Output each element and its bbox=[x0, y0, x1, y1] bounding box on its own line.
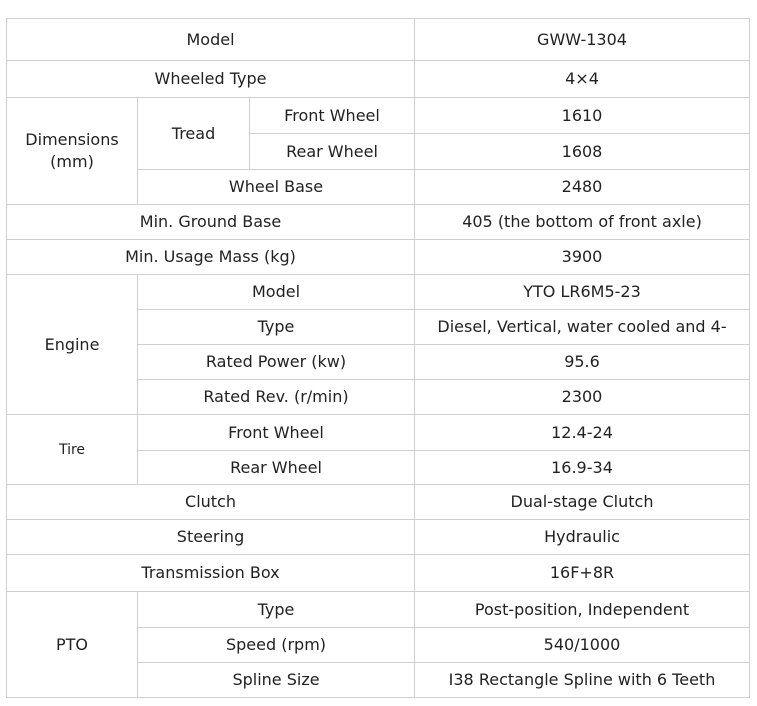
wheeled-type-label: Wheeled Type bbox=[7, 61, 415, 98]
rated-rev-label: Rated Rev. (r/min) bbox=[138, 380, 415, 415]
tire-rear-value: 16.9-34 bbox=[415, 451, 750, 485]
row-min-usage-mass bbox=[7, 240, 750, 275]
min-usage-mass-value: 3900 bbox=[415, 240, 750, 275]
model-value: GWW-1304 bbox=[415, 19, 750, 61]
rated-power-value: 95.6 bbox=[415, 345, 750, 380]
transmission-box-value: 16F+8R bbox=[415, 555, 750, 592]
rated-power-label: Rated Power (kw) bbox=[138, 345, 415, 380]
pto-label: PTO bbox=[7, 592, 138, 698]
transmission-box-label: Transmission Box bbox=[7, 555, 415, 592]
dimensions-label-line1: Dimensions bbox=[25, 130, 119, 149]
min-ground-base-label: Min. Ground Base bbox=[7, 205, 415, 240]
row-tire-front bbox=[7, 415, 750, 451]
wheel-base-label: Wheel Base bbox=[138, 170, 415, 205]
tire-label: Tire bbox=[7, 415, 138, 485]
engine-type-value: Diesel, Vertical, water cooled and 4- bbox=[415, 310, 750, 345]
pto-speed-label: Speed (rpm) bbox=[138, 628, 415, 663]
clutch-label: Clutch bbox=[7, 485, 415, 520]
spec-table bbox=[6, 18, 750, 698]
row-model bbox=[7, 19, 750, 61]
row-min-ground-base bbox=[7, 205, 750, 240]
row-tread-front bbox=[7, 98, 750, 134]
model-label: Model bbox=[7, 19, 415, 61]
steering-label: Steering bbox=[7, 520, 415, 555]
wheel-base-value: 2480 bbox=[415, 170, 750, 205]
row-steering bbox=[7, 520, 750, 555]
tire-rear-label: Rear Wheel bbox=[138, 451, 415, 485]
pto-speed-value: 540/1000 bbox=[415, 628, 750, 663]
engine-label: Engine bbox=[7, 275, 138, 415]
engine-model-value: YTO LR6M5-23 bbox=[415, 275, 750, 310]
row-engine-model bbox=[7, 275, 750, 310]
rated-rev-value: 2300 bbox=[415, 380, 750, 415]
row-clutch bbox=[7, 485, 750, 520]
dimensions-label-line2: (mm) bbox=[50, 152, 94, 171]
tread-front-label: Front Wheel bbox=[250, 98, 415, 134]
engine-model-label: Model bbox=[138, 275, 415, 310]
tread-front-value: 1610 bbox=[415, 98, 750, 134]
row-pto-type bbox=[7, 592, 750, 628]
pto-type-label: Type bbox=[138, 592, 415, 628]
row-transmission-box bbox=[7, 555, 750, 592]
row-wheeled-type bbox=[7, 61, 750, 98]
clutch-value: Dual-stage Clutch bbox=[415, 485, 750, 520]
tire-front-value: 12.4-24 bbox=[415, 415, 750, 451]
tread-rear-value: 1608 bbox=[415, 134, 750, 170]
tire-front-label: Front Wheel bbox=[138, 415, 415, 451]
steering-value: Hydraulic bbox=[415, 520, 750, 555]
tread-rear-label: Rear Wheel bbox=[250, 134, 415, 170]
min-ground-base-value: 405 (the bottom of front axle) bbox=[415, 205, 750, 240]
wheeled-type-value: 4×4 bbox=[415, 61, 750, 98]
dimensions-label bbox=[7, 98, 138, 205]
pto-spline-size-label: Spline Size bbox=[138, 663, 415, 698]
engine-type-label: Type bbox=[138, 310, 415, 345]
tread-label: Tread bbox=[138, 98, 250, 170]
pto-spline-size-value: I38 Rectangle Spline with 6 Teeth bbox=[415, 663, 750, 698]
pto-type-value: Post-position, Independent bbox=[415, 592, 750, 628]
min-usage-mass-label: Min. Usage Mass (kg) bbox=[7, 240, 415, 275]
